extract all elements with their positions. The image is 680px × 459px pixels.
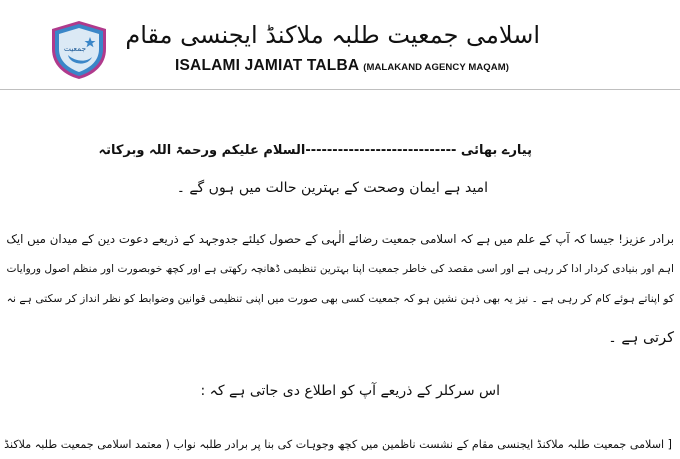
english-title-main: ISALAMI JAMIAT TALBA [175, 57, 359, 74]
letterhead [0, 0, 680, 95]
greeting-paragraph: امید ہے ایمان وصحت کے بہترین حالت میں ہوں گے ۔ [176, 180, 488, 196]
body-paragraph-line: کو اپناتے ہوئے کام کر رہی ہے ۔ نیز یہ بھی ذہن نشین ہو کہ جمعیت کسی بھی صورت میں اپنی تنظیمی قوانین وضوابط کو نظر انداز کر سکتی ہے نہ [6, 292, 674, 305]
salutation-line: پیارے بھائی ----------------------------السلام علیکم ورحمۃ اللہ وبرکاتہ [98, 143, 532, 158]
english-title-sub: (MALAKAND AGENCY MAQAM) [363, 62, 510, 73]
logo-text: جمعیت [63, 44, 87, 53]
notice-intro-paragraph: اس سرکلر کے ذریعے آپ کو اطلاع دی جاتی ہے کہ : [200, 383, 500, 399]
body-paragraph-line: برادر عزیز! جیسا کہ آپ کے علم میں ہے کہ اسلامی جمعیت رضائے الٰہی کے حصول کیلئے جدوجہد کے ذریعے دعوت دین کے میدان میں ایک [6, 232, 674, 246]
body-paragraph-line: اہم اور بنیادی کردار ادا کر رہی ہے اور اسی مقصد کی خاطر جمعیت اپنا بہترین تنظیمی ڈھانچہ رکھتی ہے اور کچھ خوبصورت اور منظم اصول وروایات [6, 262, 674, 275]
urdu-organization-title: اسلامی جمعیت طلبہ ملاکنڈ ایجنسی مقام [125, 21, 540, 49]
body-paragraph-line: کرتی ہے ۔ [608, 330, 674, 346]
jamiat-logo-icon [48, 19, 110, 81]
notice-item-paragraph: [ اسلامی جمعیت طلبہ ملاکنڈ ایجنسی مقام کے نشست ناظمین میں کچھ وجوہات کی بنا پر برادر طلبہ نواب ( معتمد اسلامی جمعیت طلبہ ملاکنڈ [4, 438, 672, 451]
english-organization-title [175, 57, 509, 75]
header-divider [0, 89, 680, 90]
